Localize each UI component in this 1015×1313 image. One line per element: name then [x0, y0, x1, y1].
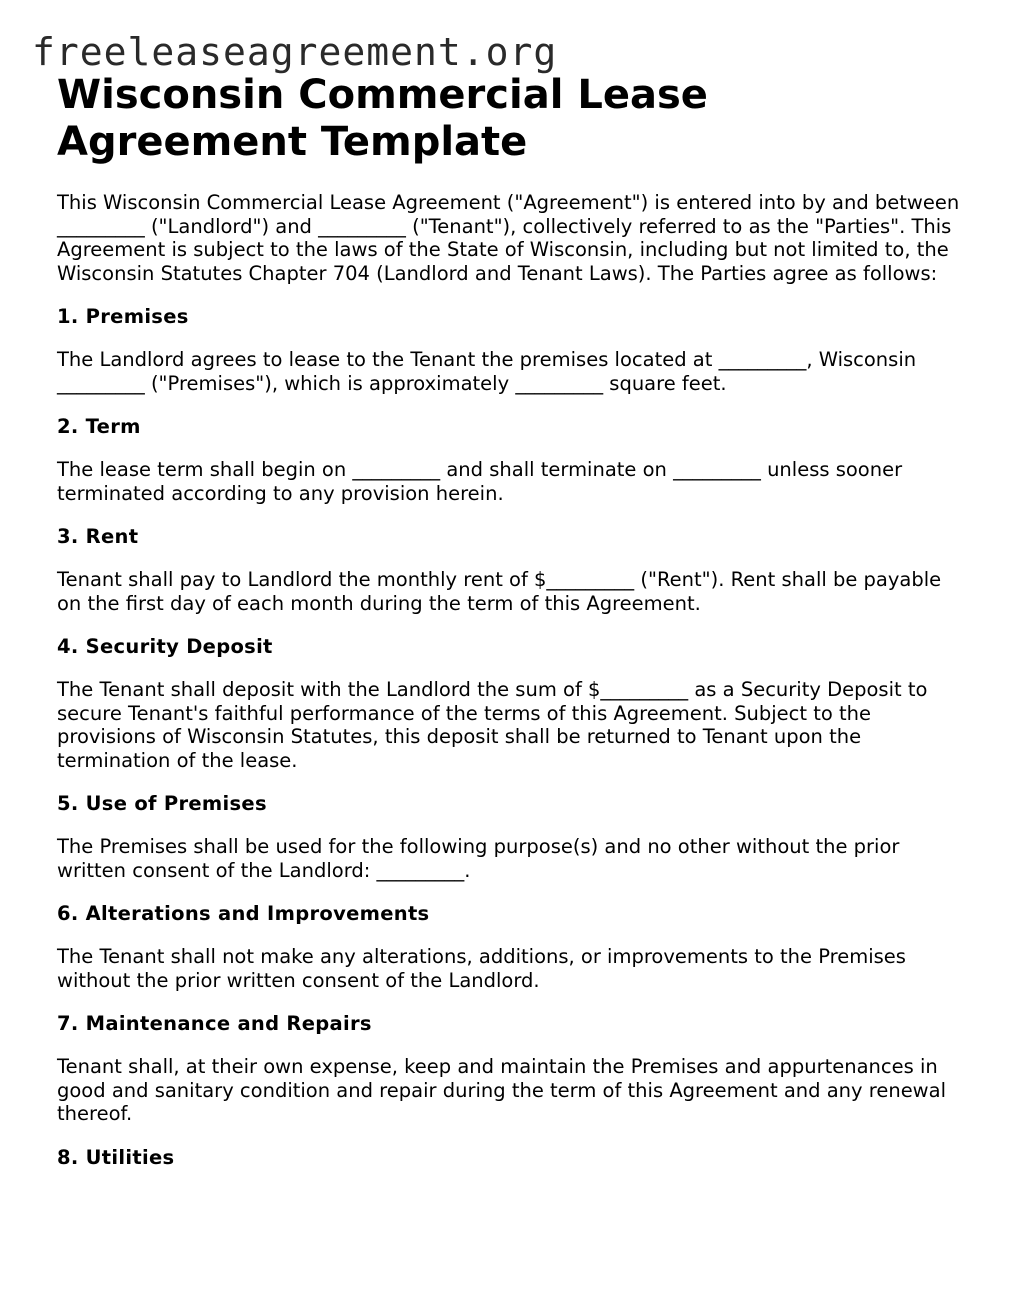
- section-heading: 6. Alterations and Improvements: [57, 902, 430, 925]
- section-premises: [57, 305, 967, 395]
- document-body: [57, 72, 967, 1189]
- document-title: Wisconsin Commercial Lease Agreement Template: [57, 72, 708, 165]
- section-term: [57, 415, 967, 505]
- section-heading: 8. Utilities: [57, 1145, 175, 1169]
- site-watermark: freeleaseagreement.org: [32, 30, 558, 74]
- section-text: The lease term shall begin on _________ and shall terminate on _________ unless sooner terminated according to any provision herein.: [57, 458, 903, 505]
- section-text: The Landlord agrees to lease to the Tenant the premises located at _________, Wisconsin _________ ("Premises"), which is approximately _________ square feet.: [57, 348, 917, 395]
- section-heading: 2. Term: [57, 414, 141, 438]
- intro-paragraph: This Wisconsin Commercial Lease Agreement ("Agreement") is entered into by and between _________ ("Landlord") and _________ ("Tenant"), collectively referred to as the "Parties". This Agreement is subject to the laws of the State of Wisconsin, including but not limited to, the Wisconsin Statutes Chapter 704 (Landlord and Tenant Laws). The Parties agree as follows:: [57, 191, 960, 285]
- section-text: Tenant shall, at their own expense, keep and maintain the Premises and appurtenances in good and sanitary condition and repair during the term of this Agreement and any renewal thereof.: [57, 1055, 947, 1126]
- section-text: The Premises shall be used for the following purpose(s) and no other without the prior written consent of the Landlord: _________.: [57, 835, 900, 882]
- section-text: The Tenant shall not make any alterations, additions, or improvements to the Premises without the prior written consent of the Landlord.: [57, 945, 906, 992]
- section-use-of-premises: [57, 792, 967, 882]
- section-heading: 5. Use of Premises: [57, 792, 267, 816]
- section-security-deposit: [57, 635, 967, 773]
- section-heading: 3. Rent: [57, 524, 139, 548]
- section-heading: 4. Security Deposit: [57, 634, 273, 658]
- section-heading: 1. Premises: [57, 304, 189, 328]
- section-utilities: [57, 1146, 967, 1170]
- section-heading: 7. Maintenance and Repairs: [57, 1011, 372, 1035]
- section-text: Tenant shall pay to Landlord the monthly rent of $_________ ("Rent"). Rent shall be payable on the first day of each month during the term of this Agreement.: [57, 568, 942, 615]
- section-text: The Tenant shall deposit with the Landlord the sum of $_________ as a Security Deposit to secure Tenant's faithful performance of the terms of this Agreement. Subject to the provisions of Wisconsin Statutes, this deposit shall be returned to Tenant upon the termination of the lease.: [57, 678, 928, 772]
- section-rent: [57, 525, 967, 615]
- section-alterations: [57, 902, 967, 992]
- section-maintenance: [57, 1012, 967, 1126]
